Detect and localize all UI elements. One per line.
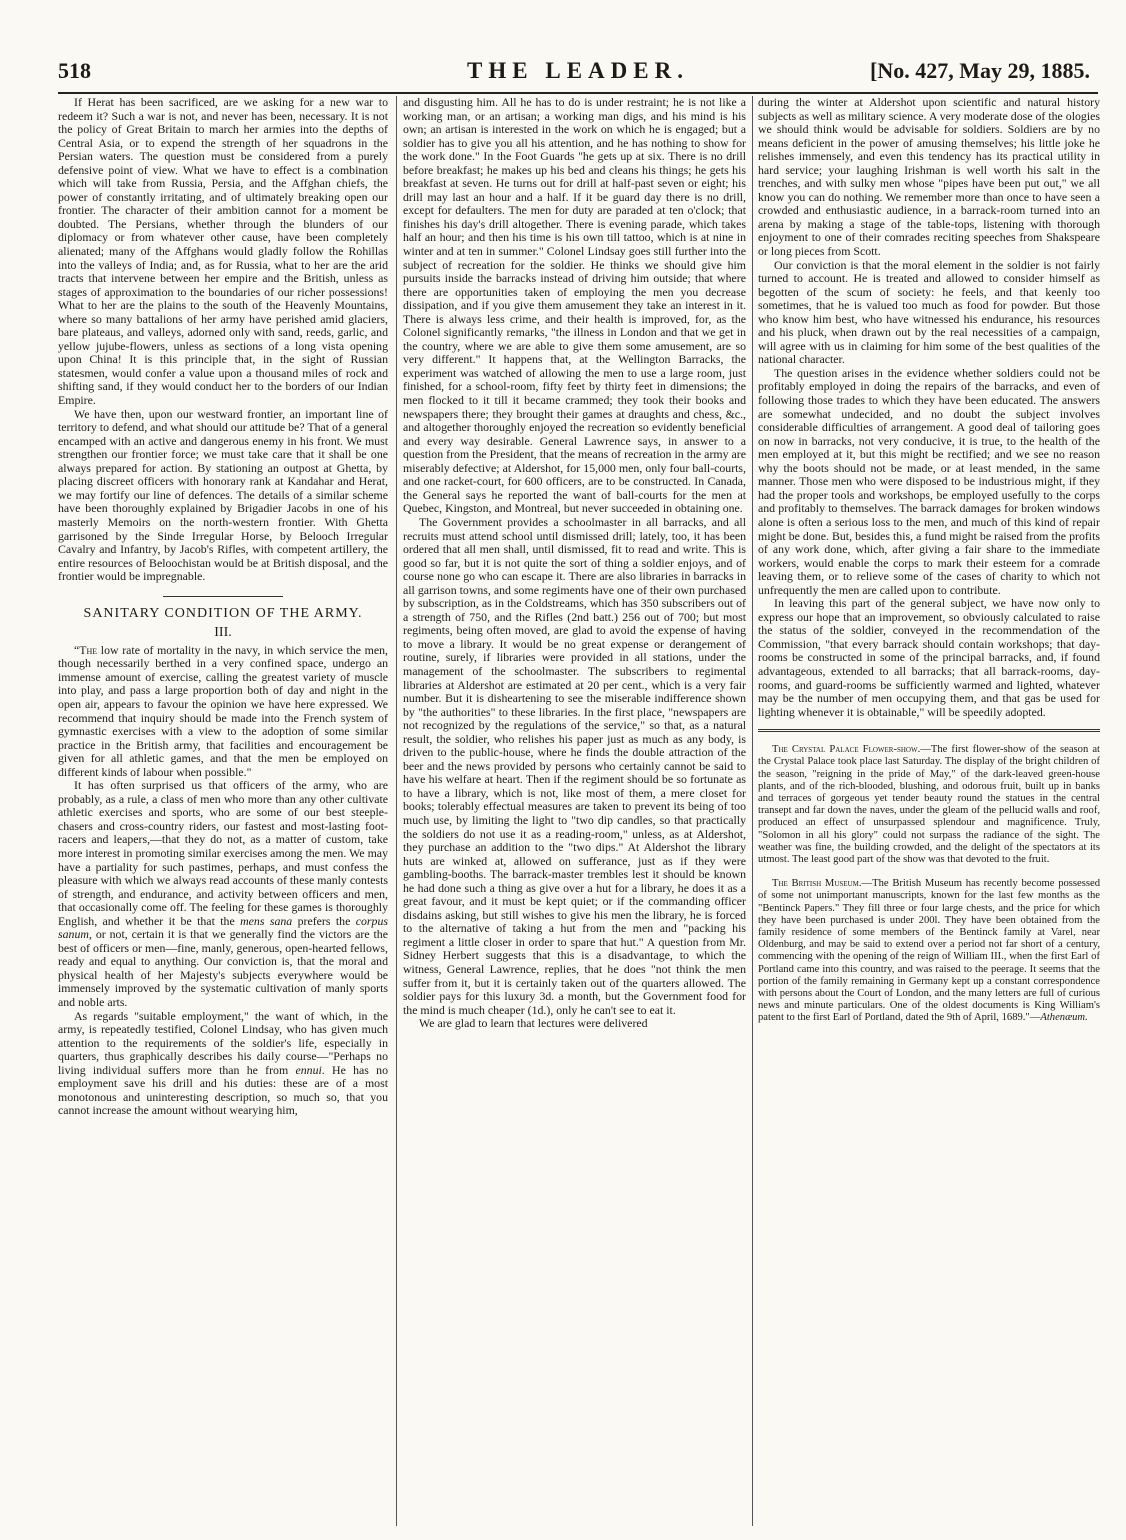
article-paragraph: during the winter at Aldershot upon scientific and natural history subjects as well as military science. A very moderate dose of the ologies we should think would be advisable for soldiers. Soldiers are by no means deficient in the power of amusing themselves; his little joke he relishes immensely, and even this tendency has its practical utility in hard service; your laughing Irishman is well worth his salt in the trenches, and with sulky men whose "pipes have been put out," we all know you can do nothing. We remember more than once to have seen a crowded and enthusiastic audience, in a barrack-room turned into an arena by making a stage of the table-tops, listening with thorough enjoyment to one of their comrades reciting speeches from Shakspeare or long pieces from Scott.	[758, 96, 1100, 259]
article-paragraph: Our conviction is that the moral element in the soldier is not fairly turned to account. He is treated and allowed to consider himself as begotten of the scum of society: he feels, and that keenly too sometimes, that he is valued too much as food for powder. But those who know him best, who have witnessed his endurance, his resources and his pluck, when drawn out by the real necessities of a campaign, will agree with us in claiming for him some of the best qualities of the national character.	[758, 257, 1100, 367]
column-rule-right	[752, 96, 753, 1526]
paragraph-text: prefers the	[292, 913, 356, 928]
article-paragraph: If Herat has been sacrificed, are we asking for a new war to redeem it? Such a war is not, and never has been, necessary. It is not the policy of Great Britain to march her armies into the depths of Central Asia, or to expend the strength of her squadrons in the Persian waters. The question must be considered from a purely defensive point of view. What we have to effect is a combination which will take from Russia, Persia, and the Affghan chiefs, the power of constantly irritating, and of ultimately breaking open our frontier. The character of their ambition cannot for a moment be doubted. The Persians, whether through the blunders of our diplomacy or from whatever other cause, have been completely alienated; many of the Affghans would gladly follow the Rohillas into the valleys of India; and, as for Russia, what to her are the arid tracts that intervene between her empire and the British, unless as stages of approximation to the boundaries of our richer possessions! What to her are the plains to the south of the Heavenly Mountains, where so many battalions of her army have perished amid glaciers, bare plateaus, and valleys, adorned only with sand, reeds, garlic, and yellow jujube-flowers, unless as sections of a long vista opening upon China! It is this principle that, in the sight of Russian statesmen, would confer a value upon a thousand miles of rock and shifting sand, if they would conduct her to the borders of our Indian Empire.	[58, 96, 388, 408]
italic-phrase: corpus sanum	[58, 913, 388, 942]
paragraph-text: It has often surprised us that officers of the army, who are probably, as a rule, a class of men who more than any other cultivate athletic exercises and sports, who are some of our best steeple-chasers and cross-country riders, our fastest and most-lasting foot-racers and leapers,—that they do not, as a matter of custom, take more interest in promoting similar exercises among the men. We may have a partiality for such pastimes, perhaps, and must confess the pleasure with which we always read accounts of these manly contests of strength, and endurance, and activity between officers and men, that occasionally come off. The feeling for these games is thoroughly English, and whether it be that the	[58, 778, 388, 928]
page-number: 518	[58, 58, 91, 83]
column-2	[403, 96, 746, 1526]
newspaper-title: THE LEADER.	[467, 58, 689, 83]
section-number: III.	[214, 625, 232, 641]
article-paragraph: and disgusting him. All he has to do is under restraint; he is not like a working man, or an artisan; a working man digs, and his mind is his own; an artisan is interested in the work on which he is engaged; but a soldier has to give you all his attention, and he has nothing to show for the work done." In the Foot Guards "he gets up at six. There is no drill before breakfast; he makes up his bed and cleans his things; he gets his breakfast at seven. He turns out for drill at half-past seven or eight; his drill may last an hour and a half. If it be guard day there is no drill, except for defaulters. The men for duty are paraded at ten o'clock; that finishes his day's drill altogether. There is evening parade, which takes half an hour; and then his time is his own till tattoo, which is at nine in winter and at ten in summer." Colonel Lindsay goes still further into the subject of recreation for the soldier. He thinks we should give him pursuits inside the barracks instead of driving him outside; that where there are opportunities taken of employing the men you decrease dissipation, and if you give them amusement they take an interest in it. There is always less crime, and their health is improved, for, as the Colonel significantly remarks, "the illness in London and that we get in the country, where we are able to give them some amusement, are so very different." It happens that, at the Wellington Barracks, the experiment was watched of allowing the men to use a large room, just finished, for a school-room, fifty feet by thirty feet in dimensions; the men flocked to it till it became crammed; they took their books and newspapers there; they brought their games at draughts and chess, &c., and altogether thoroughly enjoyed the recreation so evidently beneficial and every way desirable. General Lawrence says, in answer to a question from the President, that the means of recreation in the army are miserably defective; at Aldershot, for 15,000 men, only four ball-courts, and one racket-court, for 600 officers, are to be constructed. In Canada, the General says he reported the want of ball-courts for the men at Quebec, Kingston, and Montreal, but never succeeded in obtaining one.	[403, 96, 746, 516]
article-paragraph: In leaving this part of the general subject, we have now only to express our hope that an improvement, so obviously calculated to raise the status of the soldier, conveyed in the recommendation of the Commission, "that every barrack should contain workshops; that day-rooms be constructed in some of the principal barracks, and, if found advantageous, extended to all barracks; that all barrack-rooms, day-rooms, and guard-rooms be sufficiently warmed and lighted, whatever may be the number of men occupying them, and that gas be used for lighting whenever it is obtainable," will be speedily adopted.	[758, 596, 1100, 719]
news-notes	[758, 744, 1100, 1024]
article-paragraph	[58, 1010, 388, 1118]
article-paragraph: We are glad to learn that lectures were delivered	[419, 1016, 648, 1031]
news-item-heading: The British Museum.	[772, 878, 862, 890]
section-divider	[758, 729, 1100, 732]
section-heading: SANITARY CONDITION OF THE ARMY.	[83, 605, 363, 621]
news-item-british-museum	[758, 878, 1100, 1024]
news-item-body: —The British Museum has recently become possessed of some not unimportant manuscripts, known for the last few months as the "Bentinck Papers." They fill three or four large chests, and the price for which they have been purchased is under 200l. They have been obtained from the family residence of some members of the Bentinck family at Varel, near Oldenburg, and may be said to extend over a period not far short of a century, commencing with the opening of the reign of William III., when the first Earl of Portland came into this country, and was raised to the peerage. It seems that the portion of the family remaining in Germany kept up a constant correspondence with persons about the Court of London, and the many letters are full of curious news and minute particulars. One of the oldest documents is King William's patent to the first Earl of Portland, dated the 9th of April, 1689."—	[758, 878, 1100, 1024]
news-item-body: —The first flower-show of the season at the Crystal Palace took place last Saturday. The display of the bright children of the season, "reigning in the pride of May," of the dark-leaved green-house plants, and of the rich-blooded, blushing, and odorous fruit, built up in banks and terraces of gorgeous yet tender beauty round the statues in the central transept and far down the naves, under the gleam of the pellucid walls and roof, produced an effect of unsurpassed splendour and magnificence. Truly, "Solomon in all his glory" could not surpass the radiance of the sight. The weather was fine, the building crowded, and the delight of the spectators at its utmost. The least good part of the show was that devoted to the fruit.	[758, 744, 1100, 865]
lead-word: The	[79, 642, 98, 657]
article-paragraph: The question arises in the evidence whether soldiers could not be profitably employed in doing the repairs of the barracks, and even of following those trades to which they have been educated. The answers are somewhat undecided, and no doubt the subject involves considerable difficulties of arrangement. A good deal of tailoring goes on now in barracks, not very conducive, it is true, to the health of the men employed at it, but this might be rectified; and we see no reason why the boots should not be made, or at least mended, in the same manner. Those men who were disposed to be industrious might, if they had the proper tools and workshops, be employed usefully to the corps and profitably to themselves. The barrack damages for broken windows alone is often a serious loss to the men, and much of this kind of repair might be done. But, besides this, a fund might be raised from the profits of any work done, which, after giving a fair share to the immediate workers, would enable the corps to mark their esteem for a comrade leaving them, or to relieve some of the cases of charity to which not unfrequently the men are called upon to contribute.	[758, 365, 1100, 597]
paragraph-text: low rate of mortality in the navy, in which service the men, though necessarily berthed in a very confined space, undergo an immense amount of exercise, calling the greatest variety of muscle into play, and pass a large proportion both of day and night in the open air, appears to favour the opinion we have here expressed. We recommend that inquiry should be made into the French system of gymnastic exercises with a view to the adoption of some similar practice in the British army, that facilities and encouragement be given for all athletic games, and that the men be employed on different kinds of labour when possible."	[58, 642, 388, 779]
news-item-source: Athenæum.	[1040, 1012, 1088, 1024]
issue-info: [No. 427, May 29, 1885.	[870, 58, 1090, 83]
article-paragraph: We have then, upon our westward frontier, an important line of territory to defend, and what should our attitude be? That of a general encamped with an active and dangerous enemy in his front. We must strengthen our frontier force; we must take care that it shall be one always prepared for action. By stationing an outpost at Ghetta, by placing discreet officers with honorary rank at Kandahar and Herat, we may fortify our line of defences. The details of a similar scheme have been thoroughly explained by Brigadier Jacobs in one of his masterly Memoirs on the north-western frontier. With Ghetta garrisoned by the Sinde Irregular Horse, by Belooch Irregular Cavalry and Infantry, by Jacob's Rifles, with competent artillery, the entire resources of Beloochistan would be at British disposal, and the frontier would be impregnable.	[58, 406, 388, 584]
column-rule-left	[396, 96, 397, 1526]
italic-phrase: mens sana	[240, 913, 293, 928]
column-3	[758, 96, 1100, 1526]
news-item-crystal-palace	[758, 744, 1100, 866]
article-paragraph: The Government provides a schoolmaster in all barracks, and all recruits must attend school until dismissed drill; lately, too, it has been ordered that all men shall, until dismissed, fit to read and write. This is good so far, but it is not quite the sort of thing a soldier enjoys, and of course none go who can escape it. There are also libraries in barracks in all garrison towns, and some regiments have one of their own purchased by subscription, as in the Coldstreams, which has 350 subscribers out of a strength of 750, and the Rifles (2nd batt.) 256 out of 700; but most regiments, being often moved, are glad to avoid the expense of having to move a library. It would be no great expense or derangement of routine, surely, if libraries were provided in all stations, under the management of the schoolmaster. The subscribers to regimental libraries at Aldershot are estimated at 20 per cent., which is a very fair number. But it is disheartening to see the miserable indifference shown by "the authorities" to these libraries. In the first place, "newspapers are not recognized by the regulations of the service," so that, as a natural result, the soldier, who relishes his paper just as much as any body, is driven to the public-house, where he finds the double attraction of the beer and the news provided by persons who certainly cannot be said to have his welfare at heart. Then if the regiment should be so fortunate as to have a library, which is not, like most of them, a mere closet for books; tolerably effectual measures are taken to prevent its being of too much use, by limiting the light to "two dip candles, so that practically the soldiers do not use it as a reading-room," unless, as at Aldershot, they purchase an addition to the "two dips." At Aldershot the library huts are winked at, allowed on sufferance, just as if they were gambling-booths. The barrack-master trembles lest it should be known he had done such a thing as give over a hut for a library, he does it as a great favour, and it must be kept quiet; or if the commanding officer disdains asking, but still wishes to give his men the library, he is forced to the alternative of taking a hut from the men and "packing his regiment a little closer in order to spare that hut." A question from Mr. Sidney Herbert suggests that this is a disadvantage, to which the witness, General Lawrence, replies, that he does "not think the men suffer from it, but it is certainly taken out of the quarters allowed. The soldier pays for this luxury 3d. a month, but the Government food for the mind is much cheaper (1d.), only he can't see to eat it.	[403, 514, 746, 1017]
italic-phrase: ennui	[295, 1062, 322, 1077]
paragraph-text: As regards "suitable employment," the want of which, in the army, is repeatedly testified, Colonel Lindsay, who has given much attention to the requirements of the soldier's life, especially in quarters, thus graphically describes his daily course—"Perhaps no living individual suffers more than he from	[58, 1008, 388, 1077]
section-divider	[163, 596, 283, 597]
paragraph-text: . He has no employment save his drill and his duties: these are of a most monotonous and uninteresting description, so much so, that you cannot increase the amount without wearying him,	[58, 1062, 388, 1118]
news-item-heading: The Crystal Palace Flower-show.	[772, 744, 921, 756]
paragraph-text: , or not, certain it is that we generally find the victors are the best of officers or men—fine, manly, generous, open-hearted fellows, ready and equal to anything. Our conviction is, that the moral and physical health of her Majesty's subjects everywhere would be immensely improved by the systematic cultivation of manly sports and noble arts.	[58, 927, 388, 1009]
masthead	[58, 58, 1098, 94]
column-1	[58, 96, 388, 1526]
article-paragraph	[58, 779, 388, 1009]
article-paragraph: “The low rate of mortality in the navy, in which service the men, though necessarily berthed in a very confined space, undergo an immense amount of exercise, calling the greatest variety of muscle into play, and pass a large proportion both of day and night in the open air, appears to favour the opinion we have here expressed. We recommend that inquiry should be made into the French system of gymnastic exercises with a view to the adoption of some similar practice in the British army, that facilities and encouragement be given for all athletic games, and that the men be employed on different kinds of labour when possible."	[58, 642, 388, 779]
